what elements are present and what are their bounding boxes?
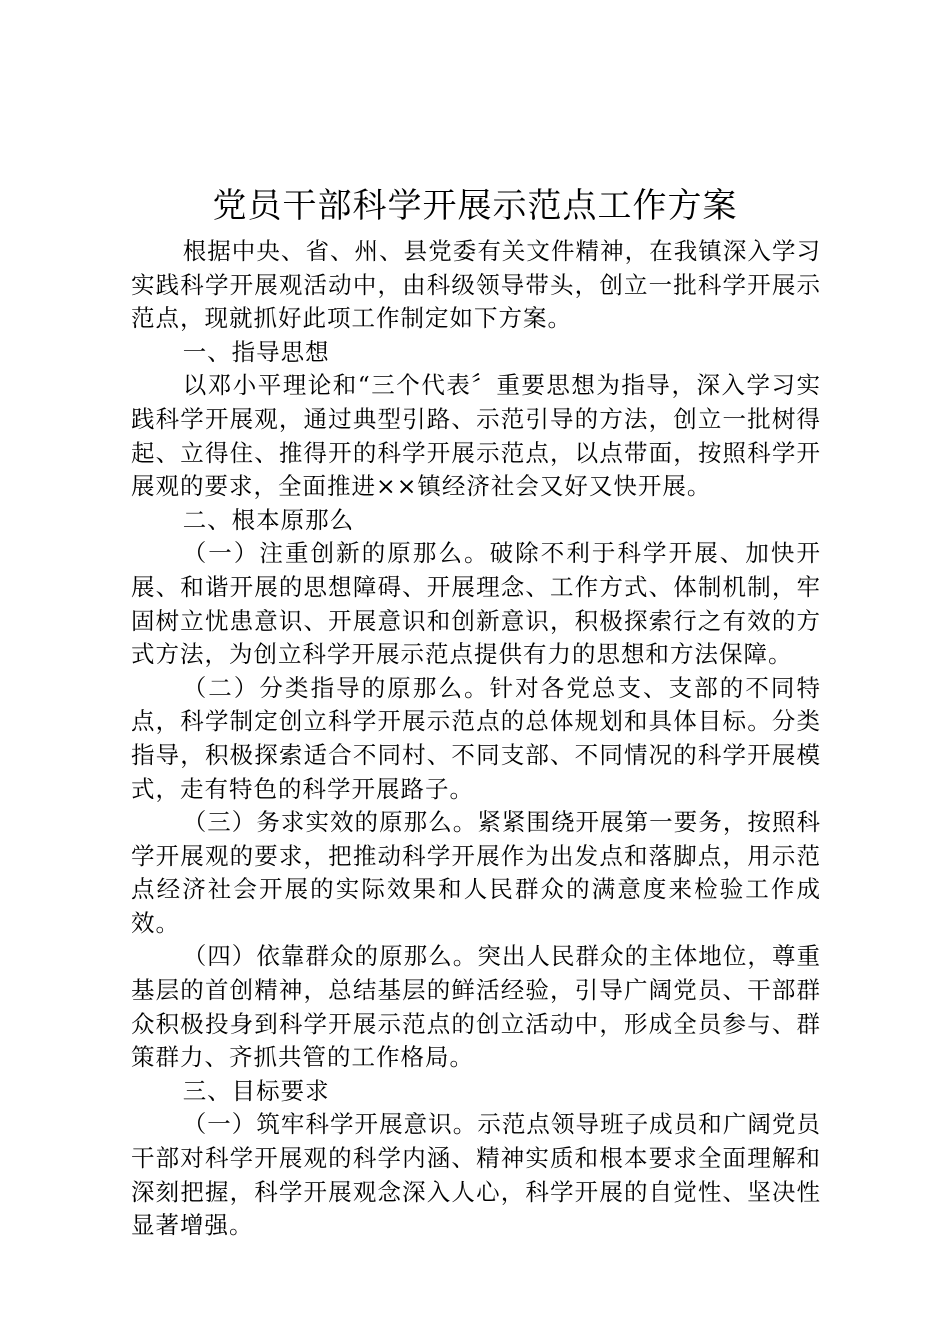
section-heading-goals: 三、目标要求 bbox=[182, 1076, 330, 1105]
body-paragraph: （三）务求实效的原那么。紧紧围绕开展第一要务，按照科学开展观的要求，把推动科学开展作为出发点和落脚点，用示范点经济社会开展的实际效果和人民群众的满意度来检验工作成效。 bbox=[131, 808, 821, 937]
body-paragraph: （一）筑牢科学开展意识。示范点领导班子成员和广阔党员干部对科学开展观的科学内涵、精神实质和根本要求全面理解和深刻把握，科学开展观念深入人心，科学开展的自觉性、坚决性显著增强。 bbox=[131, 1110, 821, 1240]
intro-paragraph: 根据中央、省、州、县党委有关文件精神，在我镇深入学习实践科学开展观活动中，由科级领导带头，创立一批科学开展示范点，现就抓好此项工作制定如下方案。 bbox=[131, 237, 821, 333]
body-paragraph: （二）分类指导的原那么。针对各党总支、支部的不同特点，科学制定创立科学开展示范点的总体规划和具体目标。分类指导，积极探索适合不同村、不同支部、不同情况的科学开展模式，走有特色的科学开展路子。 bbox=[131, 673, 821, 803]
body-paragraph: （四）依靠群众的原那么。突出人民群众的主体地位，尊重基层的首创精神，总结基层的鲜活经验，引导广阔党员、干部群众积极投身到科学开展示范点的创立活动中，形成全员参与、群策群力、齐抓共管的工作格局。 bbox=[131, 942, 821, 1072]
section-heading-guiding-ideology: 一、指导思想 bbox=[182, 337, 330, 366]
body-paragraph: 以邓小平理论和“三个代表〞重要思想为指导，深入学习实践科学开展观，通过典型引路、示范引导的方法，创立一批树得起、立得住、推得开的科学开展示范点，以点带面，按照科学开展观的要求，全面推进××镇经济社会又好又快开展。 bbox=[131, 371, 821, 501]
document-title: 党员干部科学开展示范点工作方案 bbox=[212, 186, 738, 226]
section-heading-basic-principles: 二、根本原那么 bbox=[182, 505, 355, 534]
document-body bbox=[131, 235, 821, 1243]
body-paragraph: （一）注重创新的原那么。破除不利于科学开展、加快开展、和谐开展的思想障碍、开展理念、工作方式、体制机制，牢固树立忧患意识、开展意识和创新意识，积极探索行之有效的方式方法，为创立科学开展示范点提供有力的思想和方法保障。 bbox=[131, 539, 821, 669]
